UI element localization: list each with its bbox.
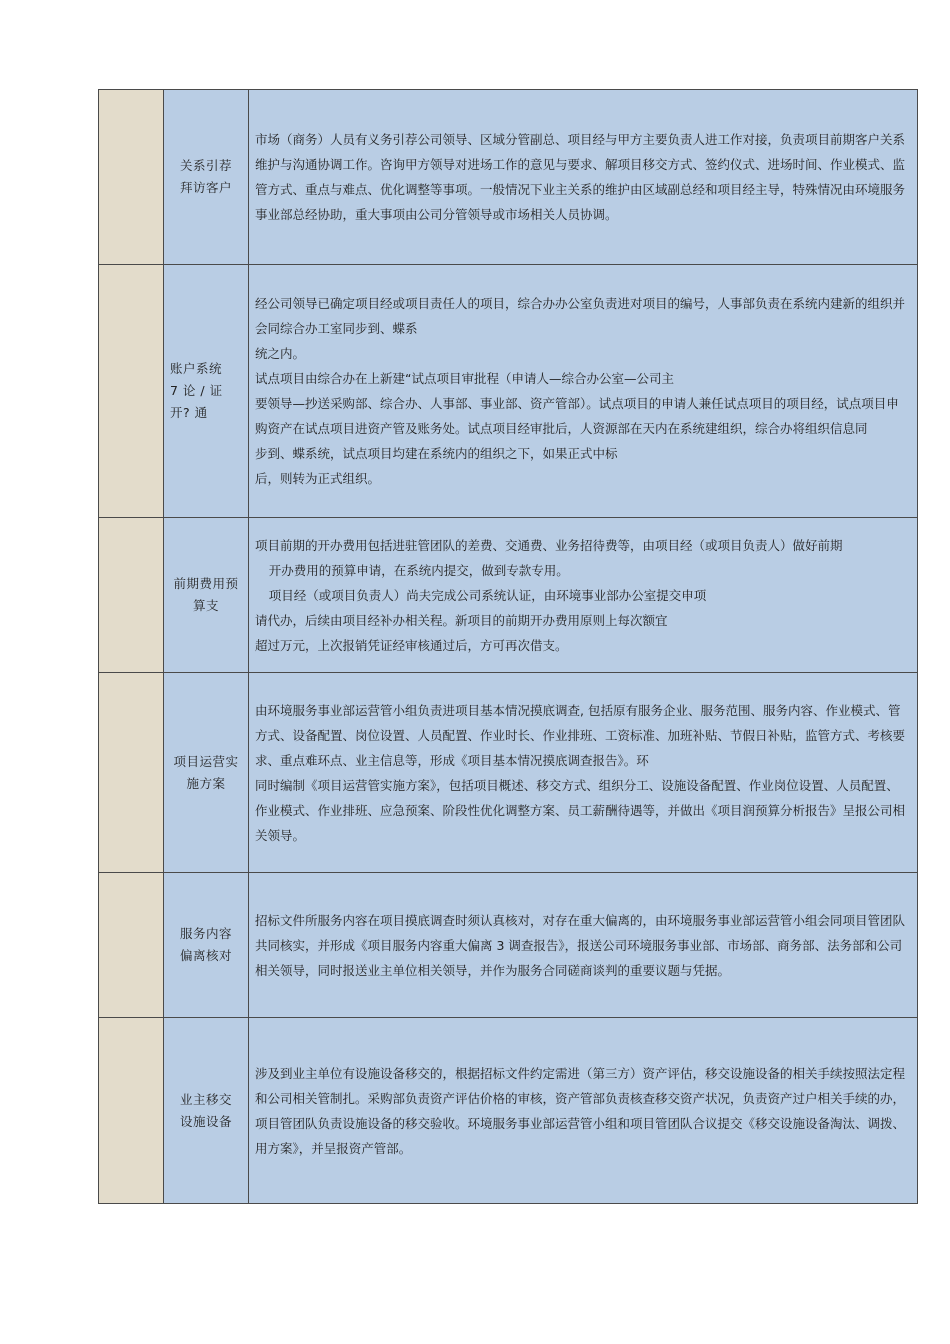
row-label-cell bbox=[164, 1018, 249, 1204]
blank-cell bbox=[99, 673, 164, 873]
table-row bbox=[99, 873, 918, 1018]
blank-cell bbox=[99, 1018, 164, 1204]
row-content: 经公司领导已确定项目经或项目责任人的项目，综合办办公室负责进对项目的编号，人事部负责在系统内建新的组织并会同综合办工室同步到、蝶系 统之内。 试点项目由综合办在上新建“试点项目审批程（申请人—综合办公室—公司主 要领导—抄送采购部、综合办、人事部、事业部、资产管部）。试点项目的申请人兼任试点项目的项目经，试点项目申购资产在试点项目进资产管及账务处。试点项目经审批后，人资源部在天内在系统建组织，综合办将组织信息同 步到、蝶系统，试点项目均建在系统内的组织之下，如果正式中标 后，则转为正式组织。 bbox=[255, 296, 906, 486]
row-label: 账户系统 7 论 / 证 开? 通 bbox=[170, 361, 223, 420]
procedure-table bbox=[98, 89, 918, 1204]
row-content-cell bbox=[249, 1018, 918, 1204]
row-label-cell bbox=[164, 90, 249, 265]
row-content: 由环境服务事业部运营管小组负责进项目基本情况摸底调查, 包括原有服务企业、服务范围、服务内容、作业模式、管方式、设备配置、岗位设置、人员配置、作业时长、作业排班、工资标准、加班补贴、节假日补贴，监管方式、考核要求、重点难环点、业主信息等，形成《项目基本情况摸底调查报告》。环 同时编制《项目运营管实施方案》，包括项目概述、移交方式、组织分工、设施设备配置、作业岗位设置、人员配置、作业模式、作业排班、应急预案、阶段性优化调整方案、员工薪酬待遇等，并做出《项目润预算分析报告》呈报公司相关领导。 bbox=[255, 702, 906, 843]
blank-cell bbox=[99, 90, 164, 265]
row-content: 项目前期的开办费用包括进驻管团队的差费、交通费、业务招待费等，由项目经（或项目负责人）做好前期 开办费用的预算申请，在系统内提交，做到专款专用。 项目经（或项目负责人）尚夫完成公司系统认证，由环境事业部办公室提交申项 请代办，后续由项目经补办相关程。新项目的前期开办费用原则上每次额宜 超过万元，上次报销凭证经审核通过后，方可再次借支。 bbox=[255, 537, 843, 653]
row-label: 关系引荐 拜访客户 bbox=[179, 158, 232, 195]
row-content-cell bbox=[249, 265, 918, 518]
row-label-cell bbox=[164, 873, 249, 1018]
row-label: 服务内容 偏离核对 bbox=[179, 926, 232, 963]
blank-cell bbox=[99, 873, 164, 1018]
row-content: 招标文件所服务内容在项目摸底调查时须认真核对，对存在重大偏离的，由环境服务事业部运营管小组会同项目管团队共同核实，并形成《项目服务内容重大偏离 3 调查报告》，报送公司环境服务事业部、市场部、商务部、法务部和公司相关领导，同时报送业主单位相关领导，并作为服务合同磋商谈判的重要议题与凭据。 bbox=[255, 912, 906, 978]
blank-cell bbox=[99, 265, 164, 518]
table-row bbox=[99, 1018, 918, 1204]
row-label-cell bbox=[164, 265, 249, 518]
table-row bbox=[99, 90, 918, 265]
row-label-cell bbox=[164, 518, 249, 673]
blank-cell bbox=[99, 518, 164, 673]
row-content-cell bbox=[249, 673, 918, 873]
row-content-cell bbox=[249, 873, 918, 1018]
row-content-cell bbox=[249, 518, 918, 673]
row-label: 前期费用预 算支 bbox=[173, 576, 239, 613]
table-row bbox=[99, 673, 918, 873]
table-row bbox=[99, 265, 918, 518]
row-label: 业主移交 设施设备 bbox=[179, 1091, 232, 1129]
row-content: 市场（商务）人员有义务引荐公司领导、区域分管副总、项目经与甲方主要负责人进工作对接，负责项目前期客户关系维护与沟通协调工作。咨询甲方领导对进场工作的意见与要求、解项目移交方式、签约仪式、进场时间、作业模式、监管方式、重点与难点、优化调整等事项。一般情况下业主关系的维护由区域副总经和项目经主导，特殊情况由环境服务事业部总经协助，重大事项由公司分管领导或市场相关人员协调。 bbox=[255, 132, 906, 222]
row-content-cell bbox=[249, 90, 918, 265]
row-content: 涉及到业主单位有设施设备移交的，根据招标文件约定需进（第三方）资产评估，移交设施设备的相关手续按照法定程和公司相关管制扎。采购部负责资产评估价格的审核，资产管部负责核查移交资产状况，负责资产过户相关手续的办，项目管团队负责设施设备的移交验收。环境服务事业部运营管小组和项目管团队合议提交《移交设施设备淘汰、调拨、用方案》，并呈报资产管部。 bbox=[255, 1065, 906, 1156]
row-label-cell bbox=[164, 673, 249, 873]
row-label: 项目运营实 施方案 bbox=[173, 753, 239, 791]
table-row bbox=[99, 518, 918, 673]
